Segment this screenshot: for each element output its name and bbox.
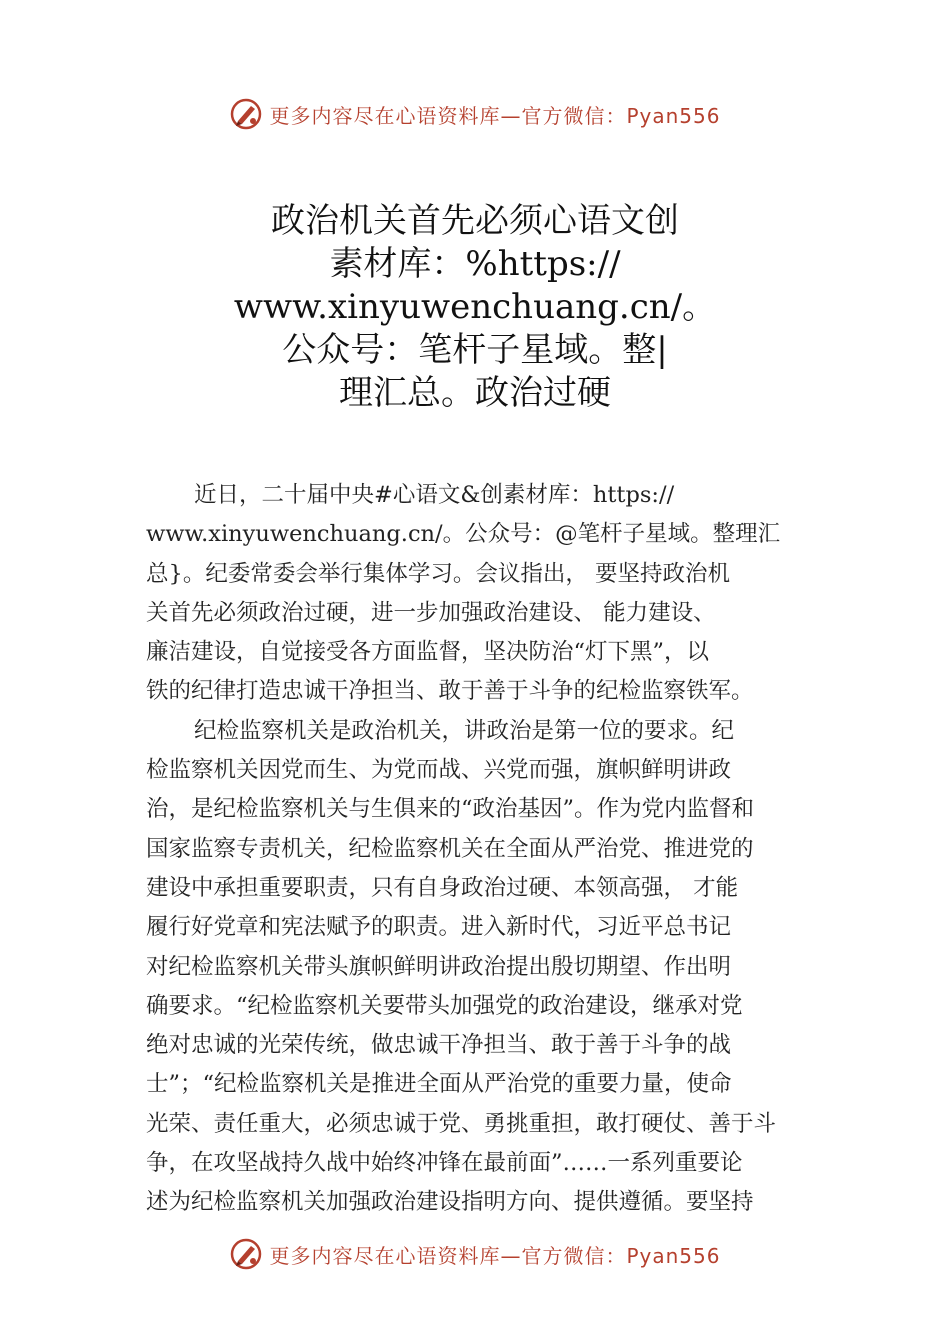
header-banner bbox=[0, 96, 950, 132]
body-line: 绝对忠诚的光荣传统，做忠诚干净担当、敢于善于斗争的战 bbox=[146, 1032, 732, 1059]
body-line: 纪检监察机关是政治机关，讲政治是第一位的要求。纪 bbox=[194, 717, 735, 744]
body-line: 检监察机关因党而生、为党而战、兴党而强，旗帜鲜明讲政 bbox=[146, 757, 732, 784]
title-line: 公众号：笔杆子星域。整| bbox=[282, 330, 668, 370]
body-line: 建设中承担重要职责，只有自身政治过硬、本领高强， 才能 bbox=[146, 874, 739, 901]
body-line: 士”；“纪检监察机关是推进全面从严治党的重要力量，使命 bbox=[146, 1071, 732, 1098]
document-title bbox=[0, 200, 950, 415]
body-line: 治，是纪检监察机关与生俱来的“政治基因”。作为党内监督和 bbox=[146, 796, 755, 823]
red-pen-seal-logo-icon bbox=[229, 1237, 263, 1271]
banner-text: 更多内容尽在心语资料库—官方微信：Pyan556 bbox=[269, 103, 721, 128]
body-text bbox=[146, 476, 818, 1223]
body-line: 争，在攻坚战持久战中始终冲锋在最前面”……一系列重要论 bbox=[146, 1150, 743, 1177]
title-line: 理汇总。政治过硬 bbox=[339, 373, 611, 413]
title-line: 素材库：%https:// bbox=[329, 244, 621, 284]
body-line: 光荣、责任重大，必须忠诚于党、勇挑重担，敢打硬仗、善于斗 bbox=[146, 1110, 777, 1137]
body-line: 近日，二十届中央#心语文&创素材库：https:// bbox=[194, 482, 675, 508]
banner-text: 更多内容尽在心语资料库—官方微信：Pyan556 bbox=[269, 1243, 721, 1268]
body-line: 廉洁建设，自觉接受各方面监督，坚决防治“灯下黑”，以 bbox=[146, 639, 710, 666]
body-line: 对纪检监察机关带头旗帜鲜明讲政治提出殷切期望、作出明 bbox=[146, 953, 732, 980]
red-pen-seal-logo-icon bbox=[229, 97, 263, 131]
body-line: 关首先必须政治过硬，进一步加强政治建设、 能力建设、 bbox=[146, 599, 716, 626]
title-line: 政治机关首先必须心语文创 bbox=[271, 201, 679, 241]
body-line: 述为纪检监察机关加强政治建设指明方向、提供遵循。要坚持 bbox=[146, 1189, 754, 1216]
footer-banner bbox=[0, 1236, 950, 1272]
body-line: 履行好党章和宪法赋予的职责。进入新时代，习近平总书记 bbox=[146, 914, 732, 941]
body-line: 国家监察专责机关，纪检监察机关在全面从严治党、推进党的 bbox=[146, 835, 754, 862]
body-line: www.xinyuwenchuang.cn/。公众号：@笔杆子星域。整理汇 bbox=[146, 521, 781, 548]
body-line: 铁的纪律打造忠诚干净担当、敢于善于斗争的纪检监察铁军。 bbox=[146, 678, 754, 705]
body-line: 确要求。“纪检监察机关要带头加强党的政治建设，继承对党 bbox=[146, 992, 743, 1019]
title-line: www.xinyuwenchuang.cn/。 bbox=[233, 287, 717, 327]
body-line: 总}。纪委常委会举行集体学习。会议指出， 要坚持政治机 bbox=[146, 560, 730, 587]
